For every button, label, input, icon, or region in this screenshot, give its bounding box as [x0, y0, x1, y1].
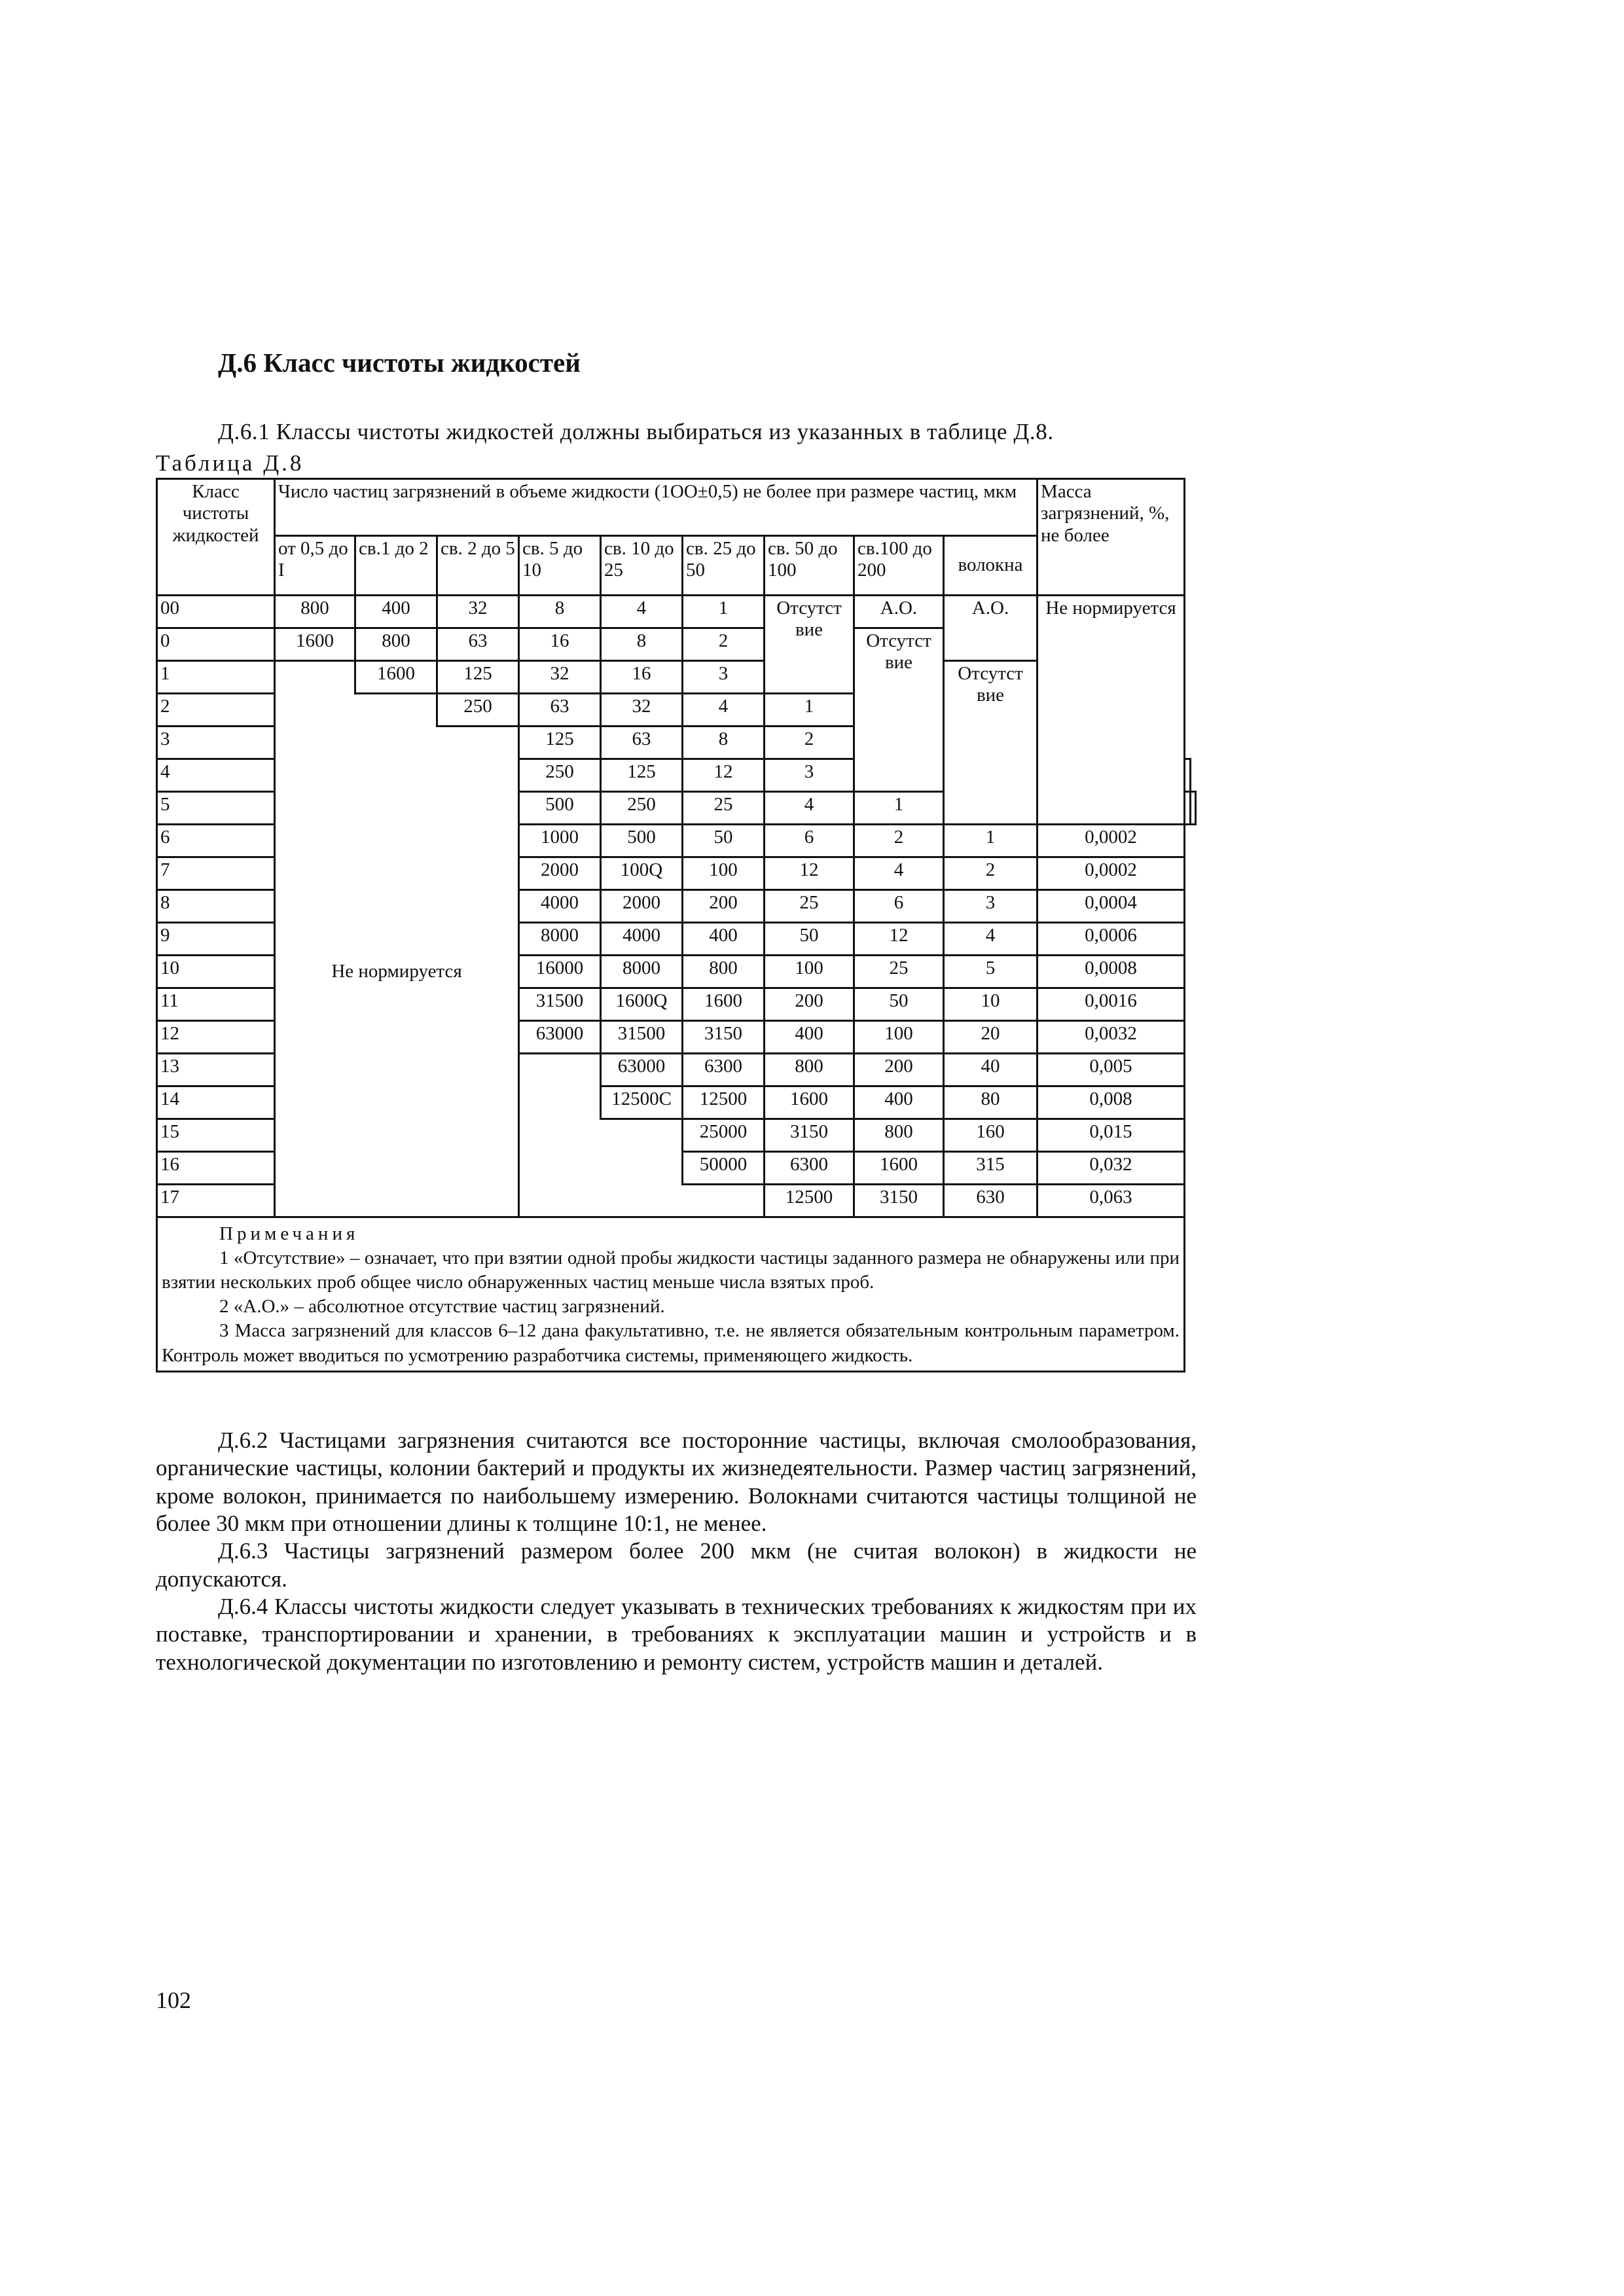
count-cell: 12	[683, 759, 765, 792]
count-cell: 2	[854, 825, 944, 857]
count-cell: 800	[275, 596, 355, 628]
count-cell: 1600	[765, 1086, 854, 1119]
count-cell: 63000	[519, 1021, 601, 1054]
blank-cell	[519, 1086, 601, 1119]
mass-cell: 0,0004	[1038, 890, 1185, 923]
count-cell: 3	[944, 890, 1038, 923]
count-cell: 3	[683, 661, 765, 694]
count-cell: 800	[683, 956, 765, 988]
class-cell: 1	[157, 661, 275, 694]
size-header-6: св. 25 до 50	[683, 536, 765, 596]
count-cell: 160	[944, 1119, 1038, 1152]
count-cell: 2000	[601, 890, 683, 923]
count-cell: 63	[519, 694, 601, 726]
count-cell: 32	[519, 661, 601, 694]
class-cell: 12	[157, 1021, 275, 1054]
blank-cell	[275, 661, 355, 694]
count-cell: 25	[854, 956, 944, 988]
count-cell: 6	[765, 825, 854, 857]
count-cell: 400	[765, 1021, 854, 1054]
count-cell: 800	[355, 628, 437, 661]
ao-cell: А.О.	[854, 596, 944, 628]
note-1: 1 «Отсутствие» – означает, что при взятии одной пробы жидкости частицы заданного размера не обнаружены или при взятии нескольких проб общее число обнаруженных частиц меньше числа взятых проб.	[162, 1247, 1180, 1293]
class-cell: 16	[157, 1152, 275, 1185]
count-cell: 3150	[765, 1119, 854, 1152]
count-cell: 100	[854, 1021, 944, 1054]
ao-cell: А.О.	[944, 596, 1038, 661]
body-text	[156, 1427, 1197, 1676]
class-cell: 4	[157, 759, 275, 792]
notes-row	[157, 1217, 1196, 1372]
count-cell: 800	[765, 1054, 854, 1086]
count-cell: 25000	[683, 1119, 765, 1152]
count-cell: 200	[683, 890, 765, 923]
count-cell: 1	[944, 825, 1038, 857]
count-cell: 63000	[601, 1054, 683, 1086]
count-cell: 50	[854, 988, 944, 1021]
count-cell: 12	[765, 857, 854, 890]
count-cell: 1600	[275, 628, 355, 661]
size-header-7: св. 50 до 100	[765, 536, 854, 596]
count-cell: 4	[683, 694, 765, 726]
count-cell: 400	[854, 1086, 944, 1119]
count-cell: 4	[854, 857, 944, 890]
mass-cell: 0,0006	[1038, 923, 1185, 956]
class-cell: 00	[157, 596, 275, 628]
count-cell: 63	[437, 628, 519, 661]
count-cell: 500	[519, 792, 601, 825]
not-normed-cell: Не нормируется	[275, 726, 519, 1217]
count-cell: 2	[944, 857, 1038, 890]
count-cell: 0,005	[1038, 1054, 1185, 1086]
count-cell: 12500	[765, 1185, 854, 1217]
count-cell: 3	[765, 759, 854, 792]
class-cell: 8	[157, 890, 275, 923]
blank-cell	[275, 694, 437, 726]
class-cell: 7	[157, 857, 275, 890]
notes-cell	[157, 1217, 1185, 1372]
count-cell: 31500	[519, 988, 601, 1021]
count-cell: 16	[519, 628, 601, 661]
count-cell: 1	[683, 596, 765, 628]
page-number: 102	[156, 1987, 191, 2013]
count-cell: 1000	[519, 825, 601, 857]
count-cell	[1185, 759, 1190, 792]
header-particle-count: Число частиц загрязнений в объеме жидкости (1OO±0,5) не более при размере частиц, мкм	[275, 479, 1038, 536]
count-cell: 40	[944, 1054, 1038, 1086]
count-cell: 5	[944, 956, 1038, 988]
count-cell: 4000	[601, 923, 683, 956]
count-cell: 31500	[601, 1021, 683, 1054]
count-cell: 1600Q	[601, 988, 683, 1021]
mass-cell	[1190, 792, 1195, 825]
count-cell: 1600	[355, 661, 437, 694]
mass-cell: 0,0002	[1038, 857, 1185, 890]
count-cell: 50000	[683, 1152, 765, 1185]
count-cell: 200	[854, 1054, 944, 1086]
class-cell: 9	[157, 923, 275, 956]
count-cell: 250	[519, 759, 601, 792]
count-cell: 2000	[519, 857, 601, 890]
count-cell: 100	[765, 956, 854, 988]
size-header-8: св.100 до 200	[854, 536, 944, 596]
count-cell: 6	[854, 890, 944, 923]
paragraph-d63: Д.6.3 Частицы загрязнений размером более 200 мкм (не считая волокон) в жидкости не допускаются.	[156, 1538, 1197, 1592]
count-cell: 32	[601, 694, 683, 726]
size-header-5: св. 10 до 25	[601, 536, 683, 596]
class-cell: 15	[157, 1119, 275, 1152]
count-cell: 400	[355, 596, 437, 628]
count-cell: 32	[437, 596, 519, 628]
count-cell: 500	[601, 825, 683, 857]
count-cell: 80	[944, 1086, 1038, 1119]
header-mass: Масса загрязнений, %, не более	[1038, 479, 1185, 596]
absent-cell: Отсутст вие	[765, 596, 854, 694]
count-cell: 250	[437, 694, 519, 726]
class-cell: 0	[157, 628, 275, 661]
count-cell	[1185, 792, 1190, 825]
class-cell: 2	[157, 694, 275, 726]
count-cell: 315	[944, 1152, 1038, 1185]
count-cell: 8	[683, 726, 765, 759]
class-cell: 3	[157, 726, 275, 759]
count-cell: 100	[683, 857, 765, 890]
note-2: 2 «А.О.» – абсолютное отсутствие частиц загрязнений.	[219, 1296, 665, 1318]
count-cell: 0,032	[1038, 1152, 1185, 1185]
count-cell: 0,008	[1038, 1086, 1185, 1119]
count-cell: 3150	[683, 1021, 765, 1054]
note-3: 3 Масса загрязнений для классов 6–12 дана факультативно, т.е. не является обязательным контрольным параметром. Контроль может вводиться по усмотрению разработчика системы, применяющего жидкость.	[162, 1320, 1180, 1366]
count-cell: 1600	[854, 1152, 944, 1185]
class-cell: 10	[157, 956, 275, 988]
section-heading: Д.6 Класс чистоты жидкостей	[218, 348, 581, 378]
count-cell: 6300	[683, 1054, 765, 1086]
count-cell: 1600	[683, 988, 765, 1021]
count-cell: 12	[854, 923, 944, 956]
count-cell: 1	[854, 792, 944, 825]
count-cell: 12500	[683, 1086, 765, 1119]
header-class: Класс чистоты жидкостей	[157, 479, 275, 596]
mass-cell: 0,0016	[1038, 988, 1185, 1021]
count-cell: 8000	[519, 923, 601, 956]
count-cell: 250	[601, 792, 683, 825]
count-cell: 400	[683, 923, 765, 956]
count-cell: 800	[854, 1119, 944, 1152]
size-header-4: св. 5 до 10	[519, 536, 601, 596]
intro-paragraph: Д.6.1 Классы чистоты жидкостей должны выбираться из указанных в таблице Д.8.	[218, 419, 1054, 444]
count-cell: 63	[601, 726, 683, 759]
blank-cell	[519, 1185, 765, 1217]
count-cell: 4	[765, 792, 854, 825]
count-cell: 50	[765, 923, 854, 956]
size-header-1: от 0,5 до I	[275, 536, 355, 596]
count-cell: 100Q	[601, 857, 683, 890]
count-cell: 20	[944, 1021, 1038, 1054]
size-header-2: св.1 до 2	[355, 536, 437, 596]
count-cell: 2	[683, 628, 765, 661]
count-cell: 3150	[854, 1185, 944, 1217]
count-cell: 10	[944, 988, 1038, 1021]
blank-cell	[519, 1054, 601, 1086]
count-cell: 630	[944, 1185, 1038, 1217]
notes-title: Примечания	[219, 1223, 359, 1244]
count-cell: 6300	[765, 1152, 854, 1185]
class-cell: 11	[157, 988, 275, 1021]
blank-cell	[519, 1119, 683, 1152]
cleanliness-table	[156, 478, 1197, 1372]
count-cell: 12500C	[601, 1086, 683, 1119]
absent-cell: Отсутст вие	[944, 661, 1038, 825]
count-cell: 25	[765, 890, 854, 923]
count-cell: 4	[601, 596, 683, 628]
count-cell: 0,063	[1038, 1185, 1185, 1217]
count-cell: 8	[519, 596, 601, 628]
count-cell: 4000	[519, 890, 601, 923]
count-cell: 16000	[519, 956, 601, 988]
count-cell: 8	[601, 628, 683, 661]
count-cell: 125	[601, 759, 683, 792]
class-cell: 5	[157, 792, 275, 825]
class-cell: 6	[157, 825, 275, 857]
size-header-3: св. 2 до 5	[437, 536, 519, 596]
count-cell: 16	[601, 661, 683, 694]
mass-cell: 0,0008	[1038, 956, 1185, 988]
count-cell: 50	[683, 825, 765, 857]
class-cell: 13	[157, 1054, 275, 1086]
paragraph-d62: Д.6.2 Частицами загрязнения считаются все посторонние частицы, включая смолообразования, органические частицы, колонии бактерий и продукты их жизнедеятельности. Размер частиц загрязнений, кроме волокон, принимается по наибольшему измерению. Волокнами считаются частицы толщиной не более 30 мкм при отношении длины к толщине 10:1, не менее.	[156, 1427, 1197, 1537]
count-cell: 25	[683, 792, 765, 825]
size-header-9: волокна	[944, 536, 1038, 596]
mass-cell: 0,0002	[1038, 825, 1185, 857]
class-cell: 14	[157, 1086, 275, 1119]
blank-cell	[519, 1152, 683, 1185]
table-row	[157, 596, 1196, 628]
count-cell: 8000	[601, 956, 683, 988]
count-cell: 200	[765, 988, 854, 1021]
class-cell: 17	[157, 1185, 275, 1217]
count-cell: 125	[437, 661, 519, 694]
count-cell: 4	[944, 923, 1038, 956]
count-cell: 2	[765, 726, 854, 759]
count-cell: 125	[519, 726, 601, 759]
paragraph-d64: Д.6.4 Классы чистоты жидкости следует указывать в технических требованиях к жидкостям при их поставке, транспортировании и хранении, в требованиях к эксплуатации машин и устройств и в технологической документации по изготовлению и ремонту систем, устройств машин и деталей.	[156, 1594, 1197, 1675]
mass-cell: 0,0032	[1038, 1021, 1185, 1054]
count-cell: 1	[765, 694, 854, 726]
mass-not-normed-cell: Не нормируется	[1038, 596, 1185, 825]
count-cell: 0,015	[1038, 1119, 1185, 1152]
absent-cell: Отсутст вие	[854, 628, 944, 792]
table-caption: Таблица Д.8	[156, 450, 304, 476]
